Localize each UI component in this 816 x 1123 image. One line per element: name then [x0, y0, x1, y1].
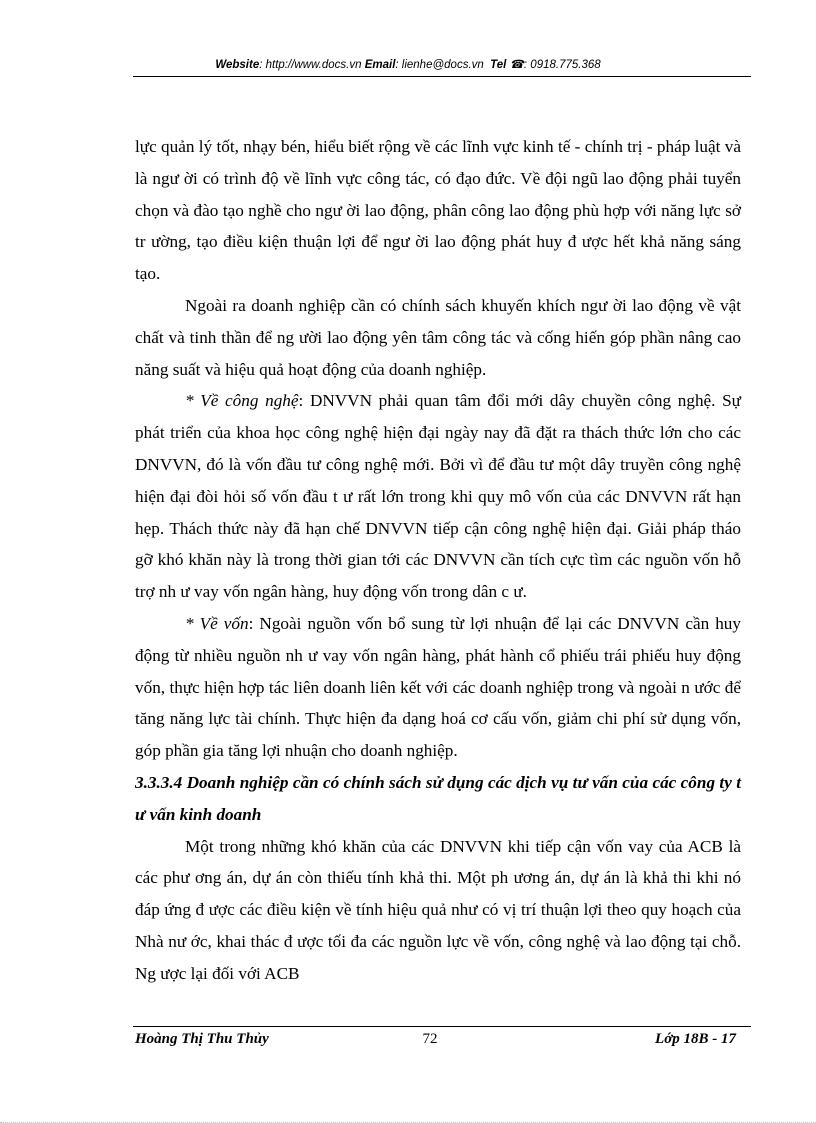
tel-label: Tel — [490, 59, 507, 71]
phone-icon: ☎ — [509, 59, 524, 71]
website-label: Website — [215, 59, 260, 71]
footer-class: Lớp 18B - 17 — [655, 1031, 736, 1047]
page-header — [0, 57, 816, 71]
paragraph-3 — [135, 385, 741, 608]
capital-text: : Ngoài nguồn vốn bổ sung từ lợi nhuận để lại các DNVVN cần huy động từ nhiều nguồn nh ư vay vốn ngân hàng, phát hành cổ phiếu trái phiếu huy động vốn, thực hiện hợp tác liên doanh liên kết với các doanh nghiệp trong và ngoài n ước để tăng năng lực tài chính. Thực hiện đa dạng hoá cơ cấu vốn, giảm chi phí sử dụng vốn, góp phần gia tăng lợi nhuận cho doanh nghiệp. — [135, 613, 741, 761]
section-heading: 3.3.3.4 Doanh nghiệp cần có chính sách sử dụng các dịch vụ tư vấn của các công ty t ư vấn kinh doanh — [135, 772, 741, 824]
page-number: 72 — [422, 1031, 438, 1047]
paragraph-2: Ngoài ra doanh nghiệp cần có chính sách khuyến khích ngư ời lao động về vật chất và tinh thần để ng ười lao động yên tâm công tác và cống hiến góp phần nâng cao năng suất và hiệu quả hoạt động của doanh nghiệp. — [135, 295, 741, 379]
footer-author: Hoàng Thị Thu Thủy — [135, 1031, 269, 1047]
paragraph-4 — [135, 608, 741, 767]
capital-label: * Về vốn — [185, 613, 249, 633]
document-body — [135, 131, 741, 990]
email-value: : lienhe@docs.vn — [395, 59, 484, 71]
paragraph-5: Một trong những khó khăn của các DNVVN khi tiếp cận vốn vay của ACB là các phư ơng án, dự án còn thiếu tính khả thi. Một ph ương án, dự án là khả thi khi nó đáp ứng đ ược các điều kiện về tính hiệu quả như có vị trí thuận lợi theo quy hoạch của Nhà nư ớc, khai thác đ ược tối đa các nguồn lực về vốn, công nghệ và lao động tại chỗ. Ng ược lại đối với ACB — [135, 836, 741, 983]
tel-value: : 0918.775.368 — [523, 59, 601, 71]
footer-rule — [133, 1026, 751, 1027]
website-value: : http://www.docs.vn — [259, 59, 362, 71]
tech-text: : DNVVN phải quan tâm đổi mới dây chuyền công nghệ. Sự phát triển của khoa học công nghệ hiện đại ngày nay đã đặt ra thách thức lớn cho các DNVVN, đó là vốn đầu tư công nghệ mới. Bởi vì để đầu tư một dây truyền công nghệ hiện đại đòi hỏi số vốn đầu t ư rất lớn trong khi quy mô vốn của các DNVVN rất hạn hẹp. Thách thức này đã hạn chế DNVVN tiếp cận công nghệ hiện đại. Giải pháp tháo gỡ khó khăn này là trong thời gian tới các DNVVN cần tích cực tìm các nguồn vốn hỗ trợ nh ư vay vốn ngân hàng, huy động vốn trong dân c ư. — [135, 391, 741, 602]
header-rule — [133, 76, 751, 77]
tech-label: * Về công nghệ — [185, 391, 299, 411]
paragraph-1: lực quản lý tốt, nhạy bén, hiểu biết rộng về các lĩnh vực kinh tế - chính trị - pháp luật và là ngư ời có trình độ về lĩnh vực công tác, có đạo đức. Về đội ngũ lao động phải tuyển chọn và đào tạo nghề cho ngư ời lao động, phân công lao động phù hợp với năng lực sở tr ường, tạo điều kiện thuận lợi để ngư ời lao động phát huy đ ược hết khả năng sáng tạo. — [135, 137, 741, 284]
email-label: Email — [364, 59, 396, 71]
